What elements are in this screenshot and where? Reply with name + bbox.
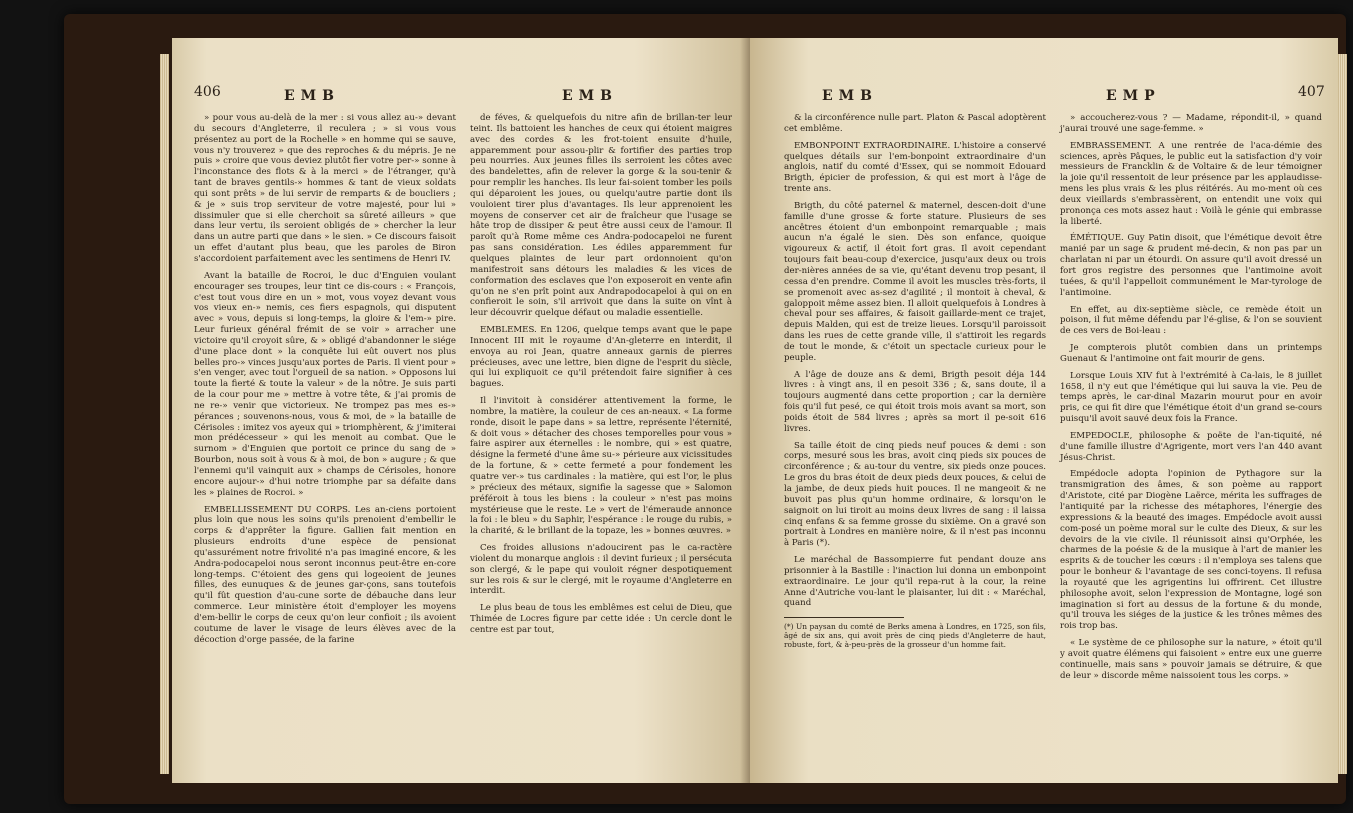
left-page-edge xyxy=(160,54,169,774)
left-column-1 xyxy=(194,113,456,652)
paragraph: ÉMÉTIQUE. Guy Patin disoit, que l'émétique devoit être manié par un sage & prudent mé-decin, & non pas par un charlatan ni par un étourdi. On assure qu'il avoit dressé un fort gros registre des personnes que l'antimoine avoit tuées, & qu'il l'appelloit communément le Mar-tyrologe de l'antimoine. xyxy=(1060,233,1322,298)
right-page xyxy=(750,38,1338,783)
paragraph: Il l'invitoit à considérer attentivement la forme, le nombre, la matière, la couleur de ces an-neaux. « La forme ronde, disoit le pape dans » sa lettre, représente l'éternité, & doit vous » détacher des choses temporelles pour vous » faire aspirer aux éternelles : le nombre, qui » est quatre, désigne la fermeté d'une âme su-» périeure aux vicissitudes de la fortune, & » cette fermeté a pour fondement les quatre ver-» tus cardinales : la matière, qui est l'or, le plus » précieux des métaux, signifie la sagesse que » Salomon préféroit à tous les biens : la couleur » n'est pas moins mystérieuse que le reste. Le » vert de l'émeraude annonce la foi : le bleu » du Saphir, l'espérance : le rouge du rubis, » la charité, & le brillant de la topaze, les » bonnes œuvres. » xyxy=(470,396,732,537)
paragraph: » accoucherez-vous ? — Madame, répondit-il, » quand j'aurai trouvé une sage-femme. » xyxy=(1060,113,1322,134)
paragraph: EMPEDOCLE, philosophe & poëte de l'an-tiquité, né d'une famille illustre d'Agrigente, mort vers l'an 440 avant Jésus-Christ. xyxy=(1060,430,1322,463)
right-column-2 xyxy=(1060,113,1322,688)
paragraph: Empédocle adopta l'opinion de Pythagore sur la transmigration des âmes, & son poème au rapport d'Aristote, cité par Diogène Laërce, mérita les suffrages de l'antiquité par la richesse des métaphores, l'énergie des expressions & la beauté des images. Empédocle avoit aussi com-posé un poème moral sur le culte des Dieux, & sur les devoirs de la vie civile. Il réunissoit ainsi qu'Orphée, les charmes de la poésie & de la musique à l'art de manier les esprits & de toucher les cœurs : il n'employa ses talens que pour le bonheur & l'avantage de ses conci-toyens. Il refusa la royauté que les agrigentins lui offrirent. Cet illustre philosophe avoit, selon l'expression de Montagne, logé son imagination si fort au dessus de la fortune & du monde, qu'il trouva les siéges de la justice & les trônes mêmes des rois trop bas. xyxy=(1060,469,1322,632)
book-scan xyxy=(64,14,1346,804)
paragraph: de féves, & quelquefois du nitre afin de brillan-ter leur teint. Ils battoient les hanches de ceux qui étoient maigres avec des cordes & les frot-toient ensuite d'huile, apparemment pour assou-plir & fortifier des parties trop peu nourries. Aux jeunes filles ils serroient les côtes avec des bandelettes, afin de relever la gorge & la sou-tenir & pour remplir les hanches. Ils leur fai-soient tomber les poils qui déparoient les joues, ou quelqu'autre partie dont ils vouloient tirer plus d'avantages. Ils leur apprenoient les moyens de conserver cet air de fraîcheur que l'usage se hâte trop de dissiper & peut être aussi ceux de l'amour. Il paroît qu'à Rome même ces Andra-podocapeloi ne furent pas sans considération. Les édiles apparemment fur quelques plaintes de leur part ordonnoient qu'on manifestroit sans détours les maladies & les vices de conformation des esclaves que l'on exposeroit en vente afin qu'on ne s'en prît point aux Andrapodocapeloi à qui on en confieroit le soin, s'il arrivoit que dans la suite on vînt à leur découvrir quelque défaut ou maladie essentielle. xyxy=(470,113,732,319)
paragraph: Sa taille étoit de cinq pieds neuf pouces & demi : son corps, mesuré sous les bras, avoit cinq pieds six pouces de circonférence ; & au-tour du ventre, six pieds onze pouces. Le gros du bras étoit de deux pieds deux pouces, & celui de la jambe, de deux pieds huit pouces. Il ne mangeoit & ne buvoit pas plus qu'un homme ordinaire, & lorsqu'on le saignoit on lui tiroit au moins deux livres de sang : il laissa cinq enfans & sa femme grosse du sixième. On a gravé son portrait à Londres en manière noire, & il n'est pas inconnu à Paris (*). xyxy=(784,440,1046,549)
footnote: (*) Un paysan du comté de Berks amena à Londres, en 1725, son fils, âgé de six ans, qui avoit près de cinq pieds d'Angleterre de haut, robuste, fort, & à-peu-près de la grosseur d'un homme fait. xyxy=(784,622,1046,650)
paragraph: EMBRASSEMENT. A une rentrée de l'aca-démie des sciences, après Pâques, le public eut la satisfaction d'y voir messieurs de Francklin & de Voltaire & de leur témoigner la joie qu'il ressentoit de leur présence par les applaudisse-mens les plus vrais & les plus réitérés. Au mo-ment où ces deux vieillards s'embrassèrent, on entendit une voix qui prononça ces mots assez haut : Voilà le génie qui embrasse la liberté. xyxy=(1060,140,1322,227)
left-page-number: 406 xyxy=(194,84,221,100)
paragraph: A l'âge de douze ans & demi, Brigth pesoit déja 144 livres : à vingt ans, il en pesoit 336 ; &, sans doute, il a toujours augmenté dans cette proportion ; car la dernière fois qu'il fut pesé, ce qui étoit trois mois avant sa mort, son poids étoit de 584 livres ; après sa mort il pe-soit 616 livres. xyxy=(784,369,1046,434)
paragraph: Lorsque Louis XIV fut à l'extrémité à Ca-lais, le 8 juillet 1658, il n'y eut que l'émétique qui lui sauva la vie. Peu de temps après, le car-dinal Mazarin mourut pour en avoir pris, ce qui fit dire que l'émétique étoit d'un grand se-cours puisqu'il avoit sauvé deux fois la France. xyxy=(1060,370,1322,425)
footnote-rule xyxy=(784,617,904,618)
paragraph: Le plus beau de tous les emblêmes est celui de Dieu, que Thimée de Locres figure par cette idée : Un cercle dont le centre est par tout, xyxy=(470,603,732,635)
left-header-left: EMB xyxy=(284,88,341,104)
right-page-number: 407 xyxy=(1298,84,1325,100)
paragraph: EMBELLISSEMENT DU CORPS. Les an-ciens portoient plus loin que nous les soins qu'ils prenoient d'embellir le corps & d'apprêter la figure. Gallien fait mention en plusieurs endroits d'une espèce de pensionat qu'assurément notre frivolité n'a pas imaginé encore, & les Andra-podocapeloi nous seront inconnus peut-être en-core long-temps. C'étoient des gens qui logeoient de jeunes filles, des eunuques & de jeunes gar-çons, sans toutefois qu'il fût question d'au-cune sorte de débauche dans leur commerce. Leur ministère étoit d'employer les moyens d'em-bellir le corps de ceux qu'on leur confioit ; ils avoient coutume de laver le visage de leurs élèves avec de la décoction d'orge passée, de la farine xyxy=(194,504,456,645)
left-header-right: EMB xyxy=(562,88,619,104)
paragraph: Ces froides allusions n'adoucirent pas le ca-ractère violent du monarque anglois : il devint furieux ; il persécuta son clergé, & le pape qui vouloit régner despotiquement sur les rois & sur le clergé, mit le royaume d'Angleterre en interdit. xyxy=(470,543,732,597)
paragraph: EMBONPOINT EXTRAORDINAIRE. L'histoire a conservé quelques détails sur l'em-bonpoint extraordinaire d'un anglois, natif du comté d'Essex, qui se nommoit Edouard Brigth, épicier de profession, & qui est mort à l'âge de trente ans. xyxy=(784,140,1046,195)
paragraph: Le maréchal de Bassompierre fut pendant douze ans prisonnier à la Bastille : l'inaction lui donna un embonpoint extraordinaire. Le jour qu'il repa-rut à la cour, la reine Anne d'Autriche vou-lant le plaisanter, lui dit : « Maréchal, quand xyxy=(784,555,1046,609)
paragraph: & la circonférence nulle part. Platon & Pascal adoptèrent cet emblême. xyxy=(784,113,1046,134)
paragraph: Je compterois plutôt combien dans un printemps Guenaut & l'antimoine ont fait mourir de gens. xyxy=(1060,343,1322,364)
paragraph: « Le système de ce philosophe sur la nature, » étoit qu'il y avoit quatre élémens qui faisoient » entre eux une guerre continuelle, mais sans » pouvoir jamais se détruire, & que de leur » discorde même naissoient tous les corps. » xyxy=(1060,638,1322,681)
right-page-edge xyxy=(1338,54,1347,774)
paragraph: Brigth, du côté paternel & maternel, descen-doit d'une famille d'une grosse & forte stature. Plusieurs de ses ancêtres étoient d'un embonpoint remarquable ; mais aucun n'a égalé le sien. Dès son enfance, quoique vigoureux & actif, il étoit fort gras. Il avoit cependant toujours fait beau-coup d'exercice, jusqu'aux deux ou trois der-nières années de sa vie, qu'étant devenu trop pesant, il cessa d'en prendre. Comme il avoit les muscles très-forts, il se promenoit avec as-sez d'agilité ; il montoit à cheval, & galoppoit même assez bien. Il alloit quelquefois à Londres à cheval pour ses affaires, & faisoit gaillarde-ment ce trajet, depuis Malden, qui est de treize lieues. Lorsqu'il paroissoit dans les rues de cette grande ville, il s'attiroit les regards de tout le monde, & c'étoit un spectacle curieux pour le peuple. xyxy=(784,200,1046,363)
left-column-2 xyxy=(470,113,732,642)
paragraph: Avant la bataille de Rocroi, le duc d'Enguien voulant encourager ses troupes, leur tint ce dis-cours : « François, c'est tout vous dire en un » mot, vous voyez devant vous vos vieux en-» nemis, ces fiers espagnols, qui disputent avec » vous, depuis si long-temps, la gloire & l'em-» pire. Leur furieux général frémit de se voir » arracher une victoire qu'il croyoit sûre, & » obligé d'abandonner le siége d'une place dont » la conquête lui eût ouvert nos plus belles pro-» vinces jusqu'aux portes de Paris. Il vient pour » s'en venger, avec tout l'orgueil de sa nation. » Opposons lui toute la fierté & toute la valeur » de la nôtre. Je suis parti de la cour pour me » mettre à votre tête, & j'ai promis de ne re-» venir que victorieux. Ne trompez pas mes es-» pérances ; souvenons-nous, vous & moi, de » la bataille de Cérisoles : imitez vos ayeux qui » triomphèrent, & j'imiterai mon prédécesseur » qui les menoit au combat. Que le surnom » d'Enguien que portoit ce prince du sang de » Bourbon, nous soit à vous & à moi, de bon » augure ; & que l'ennemi qu'il vainquit aux » champs de Cérisoles, honore encore aujour-» d'hui notre triomphe par sa défaite dans les » plaines de Rocroi. » xyxy=(194,270,456,498)
right-header-right: EMP xyxy=(1106,88,1161,104)
right-header-left: EMB xyxy=(822,88,879,104)
paragraph: En effet, au dix-septième siècle, ce remède étoit un poison, il fut même défendu par l'é-glise, & l'on se souvient de ces vers de Boi-leau : xyxy=(1060,304,1322,337)
left-page xyxy=(172,38,750,783)
right-column-1 xyxy=(784,113,1046,649)
paragraph: EMBLEMES. En 1206, quelque temps avant que le pape Innocent III mit le royaume d'An-gleterre en interdit, il envoya au roi Jean, quatre anneaux garnis de pierres précieuses, avec une lettre, bien digne de l'esprit du siècle, qui lui expliquoit ce qu'il prétendoit faire signifier à ces bagues. xyxy=(470,325,732,390)
paragraph: » pour vous au-delà de la mer : si vous allez au-» devant du secours d'Angleterre, il reculera ; » si vous vous présentez au port de la Rochelle » en homme qui se sauve, vous n'y trouverez » que des reproches & du mépris. Je ne puis » croire que vous deviez plutôt fier votre per-» sonne à l'inconstance des flots & à la merci » de l'étranger, qu'à tant de braves gentils-» hommes & tant de vieux soldats qui sont prêts » de lui servir de remparts & de boucliers ; & je » suis trop serviteur de votre majesté, pour lui » dissimuler que si elle cherchoit sa sûreté ailleurs » que dans leur vertu, ils seroient obligés de » chercher la leur dans un autre parti que dans » le sien. » Ce discours faisoit un effet d'autant plus beau, que les paroles de Biron s'accordoient parfaitement avec les sentimens de Henri IV. xyxy=(194,113,456,264)
